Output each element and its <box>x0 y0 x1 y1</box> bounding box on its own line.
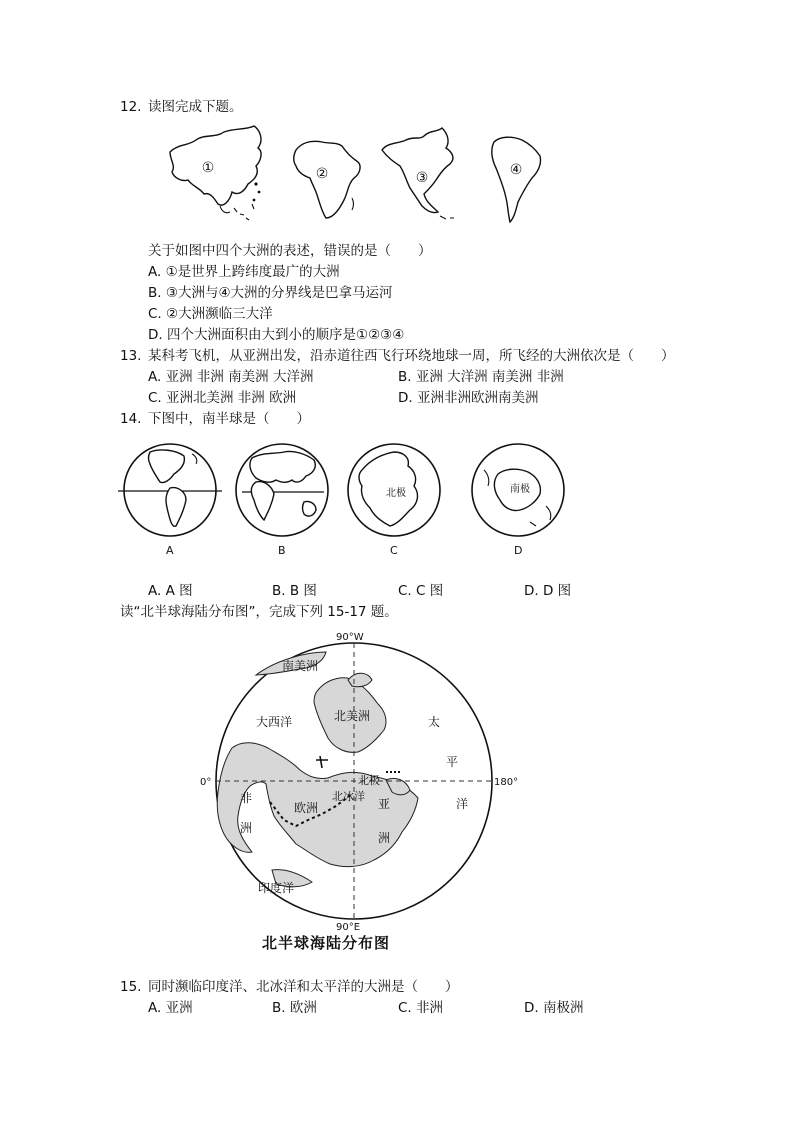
map-label-pacific-1: 太 <box>428 715 441 729</box>
q12-sub-question: 关于如图中四个大洲的表述，错误的是（ ） <box>148 243 432 259</box>
continent-4-label: ④ <box>509 162 523 178</box>
q13-number: 13. <box>120 348 142 364</box>
q14-option-b[interactable]: B. B 图 <box>272 583 317 599</box>
intro-15-17: 读“北半球海陆分布图”，完成下列 15-17 题。 <box>120 604 398 620</box>
continent-2-label: ② <box>315 166 329 182</box>
globe-c-label: C <box>390 544 398 557</box>
continent-1-asia <box>170 126 261 220</box>
q13-option-d[interactable]: D. 亚洲非洲欧洲南美洲 <box>398 390 539 406</box>
continent-1-label: ① <box>201 160 215 176</box>
map-label-pacific-2: 平 <box>446 755 459 769</box>
map-label-90e: 90°E <box>336 922 361 933</box>
map-label-90w: 90°W <box>336 632 364 643</box>
q15-option-a[interactable]: A. 亚洲 <box>148 1000 193 1016</box>
globe-c-pole: 北极 <box>386 488 406 499</box>
q12-option-b[interactable]: B. ③大洲与④大洲的分界线是巴拿马运河 <box>148 285 393 301</box>
globe-a <box>118 444 222 557</box>
q15-stem: 同时濒临印度洋、北冰洋和太平洋的大洲是（ ） <box>148 979 459 995</box>
q14-option-c[interactable]: C. C 图 <box>398 583 444 599</box>
map-label-0: 0° <box>200 777 212 788</box>
map-label-north-pole: 北极 <box>358 774 380 787</box>
globe-b-label: B <box>278 544 286 557</box>
q15-option-c[interactable]: C. 非洲 <box>398 1000 444 1016</box>
map-label-pacific-3: 洋 <box>456 797 469 811</box>
q14-number: 14. <box>120 411 142 427</box>
map-label-africa-1: 非 <box>240 791 253 805</box>
q12-option-a[interactable]: A. ①是世界上跨纬度最广的大洲 <box>148 264 340 280</box>
q12-option-c[interactable]: C. ②大洲濒临三大洋 <box>148 306 273 322</box>
globe-c <box>348 444 440 557</box>
continent-3-north-america <box>382 128 454 219</box>
map-caption: 北半球海陆分布图 <box>262 934 391 952</box>
q12-number: 12. <box>120 99 142 115</box>
q12-option-d[interactable]: D. 四个大洲面积由大到小的顺序是①②③④ <box>148 327 405 343</box>
q13-option-a[interactable]: A. 亚洲 非洲 南美洲 大洋洲 <box>148 369 314 385</box>
map-label-north-america: 北美洲 <box>334 709 371 723</box>
globe-b <box>236 444 328 557</box>
globe-d-label: D <box>514 544 523 557</box>
map-label-indian: 印度洋 <box>258 881 295 895</box>
map-label-180: 180° <box>494 777 519 788</box>
q13-option-b[interactable]: B. 亚洲 大洋洲 南美洲 非洲 <box>398 369 564 385</box>
q15-option-d[interactable]: D. 南极洲 <box>524 1000 584 1016</box>
map-label-arctic: 北冰洋 <box>332 790 365 803</box>
q12-stem: 读图完成下题。 <box>148 99 243 115</box>
q14-option-d[interactable]: D. D 图 <box>524 583 572 599</box>
map-label-south-america: 南美洲 <box>282 659 319 673</box>
q13-option-c[interactable]: C. 亚洲北美洲 非洲 欧洲 <box>148 390 297 406</box>
q12-continents-figure <box>160 122 540 227</box>
q15-number: 15. <box>120 979 142 995</box>
map-label-asia-1: 亚 <box>378 797 391 811</box>
map-label-asia-2: 洲 <box>378 831 391 845</box>
q13-stem: 某科考飞机，从亚洲出发，沿赤道往西飞行环绕地球一周，所飞经的大洲依次是（ ） <box>148 348 675 364</box>
map-label-africa-2: 洲 <box>240 821 253 835</box>
q14-stem: 下图中，南半球是（ ） <box>148 411 310 427</box>
continent-2-africa <box>294 141 360 218</box>
continent-4-south-america <box>492 137 541 222</box>
map-label-europe: 欧洲 <box>294 801 319 815</box>
northern-hemisphere-map <box>196 630 526 933</box>
q14-option-a[interactable]: A. A 图 <box>148 583 193 599</box>
q14-globes-figure <box>120 440 580 562</box>
globe-d-pole: 南极 <box>510 484 530 495</box>
map-label-atlantic: 大西洋 <box>256 715 293 729</box>
globe-d <box>472 444 564 557</box>
continent-3-label: ③ <box>415 170 429 186</box>
globe-a-label: A <box>166 544 174 557</box>
q15-option-b[interactable]: B. 欧洲 <box>272 1000 317 1016</box>
